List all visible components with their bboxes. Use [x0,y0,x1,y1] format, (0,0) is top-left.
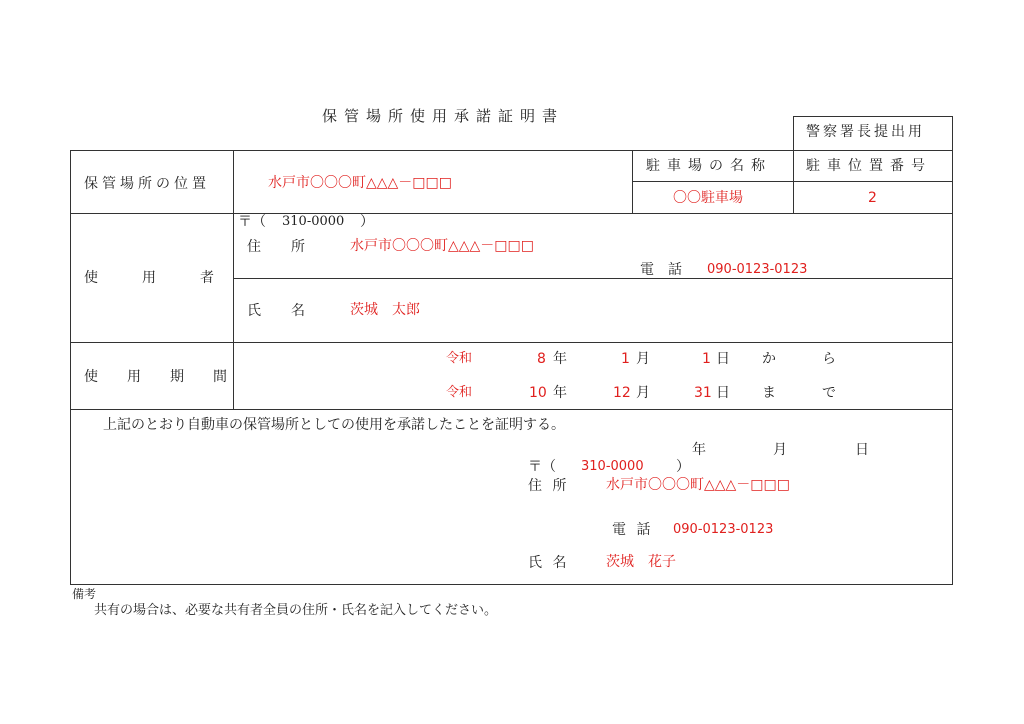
user-phone-label: 電 話 [640,262,682,278]
user-postal: 310-0000 [282,214,345,229]
period-month-unit: 月 [636,385,650,401]
user-postal-close: ） [360,214,374,230]
parking-number: 2 [868,190,877,206]
user-label: 使用者 [84,270,258,286]
period-from-era: 令和 [446,351,473,366]
certification-date-month: 月 [773,442,787,458]
period-label: 使用期間 [84,369,256,385]
certifier-postal: 310-0000 [581,459,644,474]
row-divider [70,409,953,410]
period-to-suffix: ま で [762,385,852,401]
row-divider [70,342,953,343]
period-from-suffix: か ら [762,351,852,367]
certifier-name-label: 氏 名 [528,555,570,571]
certification-statement: 上記のとおり自動車の保管場所としての使用を承諾したことを証明する。 [103,417,565,433]
row-divider [233,278,953,279]
submission-tag: 警察署長提出用 [806,124,925,140]
certifier-phone: 090-0123-0123 [673,522,774,537]
user-postal-mark: 〒（ [238,214,266,230]
user-name-label: 氏 名 [247,303,313,319]
period-to-era: 令和 [446,385,473,400]
certifier-name: 茨城 花子 [606,554,676,570]
column-divider [632,150,633,213]
column-divider [793,150,794,213]
parking-name-label: 駐車場の名称 [646,158,772,174]
user-name: 茨城 太郎 [350,302,420,318]
certifier-phone-label: 電 話 [612,522,654,538]
certifier-address: 水戸市〇〇〇町△△△－□□□ [606,477,790,493]
row-divider [70,213,953,214]
remarks-text: 共有の場合は、必要な共有者全員の住所・氏名を記入してください。 [94,603,498,618]
user-address: 水戸市〇〇〇町△△△－□□□ [350,238,534,254]
remarks-label: 備考 [72,587,97,601]
certification-date-day: 日 [855,442,869,458]
period-from-month: 1 [621,351,630,367]
period-to-month: 12 [613,385,631,401]
document-title: 保管場所使用承諾証明書 [322,107,565,125]
certifier-postal-mark: 〒（ [528,459,556,475]
location-address: 水戸市〇〇〇町△△△－□□□ [268,175,452,191]
period-day-unit: 日 [716,385,730,401]
user-address-label: 住 所 [247,239,313,255]
period-to-year: 10 [529,385,547,401]
parking-number-label: 駐車位置番号 [806,158,932,174]
form-frame [70,150,953,585]
period-from-year: 8 [537,351,546,367]
period-to-day: 31 [694,385,712,401]
certification-date-year: 年 [692,442,706,458]
period-year-unit: 年 [553,351,567,367]
period-month-unit: 月 [636,351,650,367]
location-label: 保管場所の位置 [84,176,210,192]
period-year-unit: 年 [553,385,567,401]
certifier-postal-close: ） [676,459,690,475]
user-phone: 090-0123-0123 [707,262,808,277]
parking-name: 〇〇駐車場 [673,190,743,206]
period-from-day: 1 [702,351,711,367]
period-day-unit: 日 [716,351,730,367]
certifier-address-label: 住 所 [528,478,570,494]
